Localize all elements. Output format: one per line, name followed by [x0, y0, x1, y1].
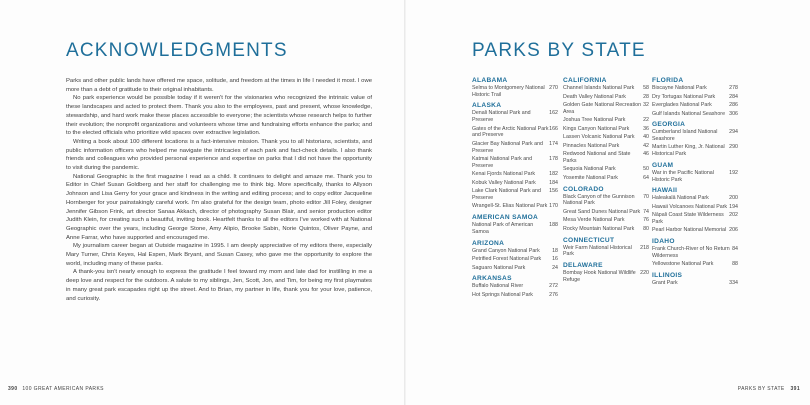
park-entry [563, 194, 649, 207]
state-group [563, 77, 649, 182]
state-heading: IDAHO [652, 238, 675, 246]
park-name: Wrangell-St. Elias National Park [472, 203, 548, 210]
park-name: Yellowstone National Park [652, 261, 714, 268]
park-name: Nāpali Coast State Wilderness Park [652, 212, 724, 225]
park-entry [652, 261, 738, 268]
park-entry [652, 102, 738, 109]
park-name: Joshua Tree National Park [563, 117, 626, 124]
park-page-number: 218 [640, 244, 649, 251]
park-name: Martin Luther King, Jr. National Historical Park [652, 144, 725, 158]
state-group [472, 214, 558, 235]
park-page-number: 278 [729, 85, 738, 91]
park-page-number: 184 [549, 179, 558, 186]
park-entry [472, 180, 558, 187]
park-entry [652, 204, 738, 211]
park-entry [563, 226, 649, 233]
state-heading: ILLINOIS [652, 272, 683, 280]
park-page-number: 290 [729, 144, 738, 151]
state-group [652, 121, 738, 158]
park-page-number: 270 [549, 85, 558, 91]
park-page-number: 272 [549, 283, 558, 290]
park-page-number: 182 [549, 171, 558, 178]
state-group [472, 102, 558, 210]
park-entry [472, 248, 558, 255]
park-entry [563, 245, 649, 258]
park-page-number: 74 [643, 208, 649, 215]
park-name: Grant Park [652, 280, 678, 287]
park-entry [652, 144, 738, 157]
park-page-number: 40 [643, 134, 649, 141]
park-page-number: 50 [643, 166, 649, 173]
park-entry [652, 111, 738, 118]
acknowledgments-title: ACKNOWLEDGMENTS [66, 40, 288, 61]
park-entry [563, 151, 649, 164]
state-group [652, 238, 738, 268]
park-name: Buffalo National River [472, 283, 524, 290]
park-page-number: 70 [643, 193, 649, 200]
ack-paragraph-4: National Geographic is the first magazine I read as a child. It continues to delight and amaze me. Thank you to Editor in Chief Susan Goldberg and her staff for challenging me to think big. More specifically, thanks to Allyson Johnson and Lisa Gerry for your grace and kindness in the writing and editing process; and to copy editor Jacqueline Hornberger for your painstakingly careful work. I'm also grateful for the design team, photo editor Jill Foley, designer Jennifer Gibson Frink, art director Sanaa Akkach, director of photography Susan Blair, and senior production editor Judith Klein, for creating such a beautiful, inviting book. Heartfelt thanks to all the editors I've worked with at National Geographic over the years, including George Stone, Amy Alipio, Brooke Sabin, Norie Quintos, Oliver Payne, and Anne Farrar, who have supported and encouraged me. [66, 173, 372, 241]
park-name: Rocky Mountain National Park [563, 225, 635, 232]
park-page-number: 174 [549, 140, 558, 147]
park-page-number: 16 [552, 256, 558, 263]
park-entry [472, 265, 558, 272]
park-name: War in the Pacific National Historic Park [652, 169, 714, 183]
park-page-number: 200 [729, 195, 738, 202]
left-running-head: 100 GREAT AMERICAN PARKS [22, 386, 104, 392]
park-page-number: 206 [729, 227, 738, 234]
park-page-number: 170 [549, 203, 558, 210]
park-name: Kings Canyon National Park [563, 125, 630, 132]
park-name: Glacier Bay National Park and Preserve [472, 140, 543, 154]
park-name: Denali National Park and Preserve [472, 110, 531, 124]
park-entry [472, 110, 558, 123]
park-page-number: 194 [729, 203, 738, 210]
state-heading: AMERICAN SAMOA [472, 214, 539, 222]
park-entry [472, 256, 558, 263]
park-entry [563, 126, 649, 133]
park-name: Pearl Harbor National Memorial [652, 227, 727, 234]
park-page-number: 36 [643, 125, 649, 132]
park-entry [563, 217, 649, 224]
state-group [652, 162, 738, 183]
left-page [66, 40, 372, 303]
park-name: Lassen Volcanic National Park [563, 134, 635, 141]
park-entry [472, 126, 558, 139]
book-gutter [404, 0, 406, 405]
park-name: Black Canyon of the Gunnison National Park [563, 193, 635, 207]
state-group [472, 77, 558, 98]
park-name: Saguaro National Park [472, 264, 526, 271]
park-entry [563, 209, 649, 216]
state-heading: ALABAMA [472, 77, 508, 84]
park-entry [472, 203, 558, 210]
state-heading: ALASKA [472, 102, 502, 110]
park-entry [652, 227, 738, 234]
park-name: Bombay Hook National Wildlife Refuge [563, 269, 636, 283]
park-page-number: 88 [732, 261, 738, 268]
park-entry [563, 85, 649, 92]
state-heading: HAWAII [652, 187, 678, 195]
ack-paragraph-5: My journalism career began at Outside magazine in 1995. I am deeply appreciative of my editors there, especially Mary Turner, Chris Keyes, Hal Espen, Mark Bryant, and Susan Casey, who gave me the opportunity to explore the world, including many of these parks. [66, 243, 372, 267]
park-name: Hot Springs National Park [472, 291, 533, 298]
parks-index [472, 77, 772, 367]
right-footer [738, 386, 800, 392]
state-group [563, 237, 649, 258]
park-page-number: 32 [643, 102, 649, 108]
right-page-number: 391 [790, 386, 800, 392]
park-name: Gates of the Arctic National Park and Preserve [472, 125, 549, 139]
park-page-number: 24 [552, 264, 558, 271]
park-page-number: 46 [643, 151, 649, 158]
park-name: Haleakalā National Park [652, 195, 709, 202]
park-name: Dry Tortugas National Park [652, 93, 716, 100]
park-page-number: 22 [643, 117, 649, 124]
park-entry [563, 166, 649, 173]
park-name: Lake Clark National Park and Preserve [472, 188, 541, 201]
park-entry [652, 195, 738, 202]
park-name: Kenai Fjords National Park [472, 171, 536, 178]
index-column-2 [563, 77, 649, 287]
park-entry [652, 94, 738, 101]
state-heading: ARIZONA [472, 239, 505, 247]
index-column-3 [652, 77, 738, 291]
park-name: Kobuk Valley National Park [472, 179, 536, 186]
park-page-number: 294 [729, 129, 738, 136]
park-entry [652, 170, 738, 183]
park-page-number: 162 [549, 110, 558, 117]
park-page-number: 76 [643, 217, 649, 224]
park-entry [563, 102, 649, 115]
ack-paragraph-1: Parks and other public lands have offered me space, solitude, and freedom at the times in life I needed it most. I owe more than a debt of gratitude to their original inhabitants. [66, 78, 372, 93]
state-group [472, 275, 558, 298]
state-heading: CALIFORNIA [563, 77, 607, 84]
park-name: Golden Gate National Recreation Area [563, 102, 642, 115]
park-page-number: 220 [640, 269, 649, 276]
park-entry [472, 222, 558, 235]
park-name: Biscayne National Park [652, 85, 707, 91]
park-name: Yosemite National Park [563, 174, 618, 181]
park-name: Hawaii Volcanoes National Park [652, 203, 728, 210]
state-heading: CONNECTICUT [563, 236, 615, 244]
park-page-number: 58 [643, 85, 649, 91]
park-name: Gulf Islands National Seashore [652, 110, 726, 117]
park-page-number: 178 [549, 156, 558, 163]
park-entry [563, 94, 649, 101]
park-page-number: 192 [729, 169, 738, 176]
park-page-number: 202 [729, 212, 738, 219]
park-name: Frank Church-River of No Return Wilderness [652, 246, 730, 259]
park-entry [563, 270, 649, 283]
state-heading: FLORIDA [652, 77, 684, 84]
park-entry [472, 141, 558, 154]
park-entry [472, 85, 558, 98]
park-entry [652, 212, 738, 225]
ack-paragraph-2: No park experience would be possible today if it weren't for the visionaries who recognized the intrinsic value of these landscapes and acted to protect them. Thank you also to the employees, past and present, whose knowledge, stewardship, and hard work make these places accessible to everyone; the scientists whose research helps to further their evolution; the nonprofit organizations and volunteers whose time and fundraising efforts enhance the parks; and to the elected officials who prioritize wild spaces over extractive legislation. [66, 95, 372, 137]
state-heading: GUAM [652, 161, 674, 169]
park-entry [563, 117, 649, 124]
park-name: Death Valley National Park [563, 93, 626, 100]
park-entry [563, 143, 649, 150]
park-page-number: 284 [729, 93, 738, 100]
parks-by-state-title: PARKS BY STATE [472, 40, 646, 61]
park-page-number: 18 [552, 247, 558, 254]
right-running-head: PARKS BY STATE [737, 386, 785, 392]
park-page-number: 80 [643, 225, 649, 232]
park-name: Cumberland Island National Seashore [652, 129, 718, 142]
park-page-number: 84 [732, 246, 738, 253]
state-heading: COLORADO [563, 185, 604, 193]
park-entry [652, 246, 738, 259]
park-name: Katmai National Park and Preserve [472, 156, 533, 169]
left-page-number: 390 [8, 386, 18, 392]
park-entry [472, 188, 558, 201]
left-footer [8, 386, 104, 392]
park-name: Everglades National Park [652, 102, 712, 108]
state-group [652, 77, 738, 117]
park-page-number: 64 [643, 174, 649, 181]
park-name: Redwood National and State Parks [563, 151, 631, 164]
park-page-number: 306 [729, 110, 738, 117]
park-entry [652, 280, 738, 287]
park-name: National Park of American Samoa [472, 222, 534, 235]
park-entry [652, 129, 738, 142]
park-name: Mesa Verde National Park [563, 217, 625, 224]
state-group [652, 187, 738, 234]
park-page-number: 156 [549, 188, 558, 195]
state-group [652, 272, 738, 287]
park-page-number: 188 [549, 222, 558, 229]
state-heading: GEORGIA [652, 121, 686, 129]
park-page-number: 286 [729, 102, 738, 108]
state-heading: ARKANSAS [472, 275, 512, 283]
park-name: Pinnacles National Park [563, 142, 620, 149]
right-page [472, 40, 772, 367]
park-entry [472, 292, 558, 299]
park-page-number: 28 [643, 93, 649, 100]
park-entry [563, 175, 649, 182]
park-name: Great Sand Dunes National Park [563, 208, 641, 215]
park-entry [652, 85, 738, 92]
park-page-number: 166 [549, 125, 558, 132]
state-group [563, 262, 649, 283]
state-group [472, 240, 558, 272]
index-column-1 [472, 77, 558, 302]
ack-paragraph-3: Writing a book about 100 different locations is a fact-intensive mission. Thank you to all historians, scientists, and public information officers who helped me navigate the intricacies of each park and fact-check details. I also thank friends and colleagues who provided personal experience and expertise on parks that I did not have the opportunity to visit during the pandemic. [66, 138, 372, 172]
park-page-number: 42 [643, 142, 649, 149]
park-page-number: 276 [549, 291, 558, 298]
state-group [563, 186, 649, 233]
park-entry [472, 156, 558, 169]
park-entry [472, 283, 558, 290]
state-heading: DELAWARE [563, 261, 603, 269]
park-name: Weir Farm National Historical Park [563, 244, 632, 258]
park-name: Selma to Montgomery National Historic Trail [472, 85, 545, 98]
park-name: Grand Canyon National Park [472, 247, 540, 254]
park-name: Petrified Forest National Park [472, 256, 542, 263]
park-name: Channel Islands National Park [563, 85, 635, 91]
park-page-number: 334 [729, 280, 738, 287]
park-name: Sequoia National Park [563, 166, 616, 173]
park-entry [563, 134, 649, 141]
ack-paragraph-6: A thank-you isn't nearly enough to express the gratitude I feel toward my mom and late dad for instilling in me a deep love and respect for the outdoors. A salute to my siblings, Jen, Scott, Jon, and Tim, for being my first playmates in many great park escapades right up the street. And to Brian, my partner in life, thank you for your love, patience, and curiosity. [66, 269, 372, 302]
park-entry [472, 171, 558, 178]
